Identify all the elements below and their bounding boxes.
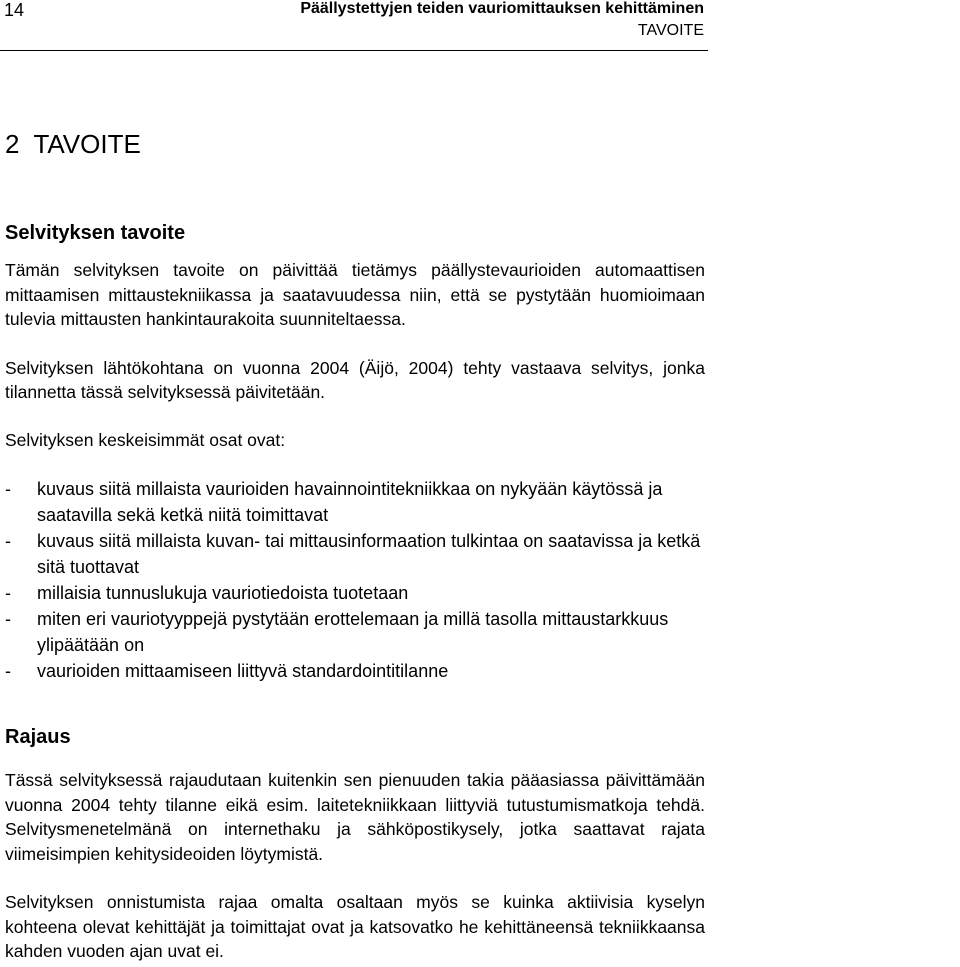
list-marker: - — [5, 583, 11, 603]
paragraph-scope: Tässä selvityksessä rajaudutaan kuitenkin sen pienuuden takia pääasiassa päivittämään vuonna 2004 tehty tilanne eikä esim. laitetekniikkaan liittyviä tutustumismatkoja tehdä. Selvitysmenetelmänä on internethaku ja sähköpostikysely, jotka saattavat rajata viimeisimpien kehitysideoiden löytymistä. — [5, 770, 705, 864]
list-marker: - — [5, 531, 11, 551]
list-item: - kuvaus siitä millaista kuvan- tai mittausinformaation tulkintaa on saatavissa ja ketkä sitä tuottavat — [5, 528, 705, 580]
paragraph-starting-point: Selvityksen lähtökohtana on vuonna 2004 (Äijö, 2004) tehty vastaava selvitys, jonka tilannetta tässä selvityksessä päivitetään. — [5, 357, 705, 402]
section-heading-objective: Selvityksen tavoite — [5, 222, 186, 244]
paragraph-objective: Tämän selvityksen tavoite on päivittää tietämys päällystevaurioiden automaattisen mittaamisen mittaustekniikassa ja saatavuudessa niin, että se pystytään huomioimaan tulevia mittausten hankintaurakoita suunniteltaessa. — [5, 260, 705, 329]
key-parts-list — [5, 476, 705, 684]
running-section: TAVOITE — [637, 22, 704, 39]
document-body — [5, 128, 705, 964]
list-marker: - — [5, 609, 11, 629]
list-item: - kuvaus siitä millaista vaurioiden havainnointitekniikkaa on nykyään käytössä ja saatavilla sekä ketkä niitä toimittavat — [5, 476, 705, 528]
page-header — [0, 0, 708, 51]
list-marker: - — [5, 479, 11, 499]
list-item: - miten eri vauriotyyppejä pystytään erottelemaan ja millä tasolla mittaustarkkuus ylipäätään on — [5, 606, 705, 658]
page-number: 14 — [4, 0, 25, 20]
list-marker: - — [5, 661, 11, 681]
paragraph-scope-limits: Selvityksen onnistumista rajaa omalta osaltaan myös se kuinka aktiivisia kyselyn kohteena olevat kehittäjät ja toimittajat ovat ja katsovatko he kehittäneensä tekniikkaansa kahden vuoden ajan uvat ei. — [5, 892, 705, 961]
list-intro: Selvityksen keskeisimmät osat ovat: — [5, 429, 286, 450]
section-heading-scope: Rajaus — [5, 726, 71, 748]
list-item: - millaisia tunnuslukuja vauriotiedoista tuotetaan — [5, 580, 705, 606]
chapter-heading: 2 TAVOITE — [5, 129, 141, 159]
running-title: Päällystettyjen teiden vauriomittauksen kehittäminen — [300, 0, 704, 17]
list-item: - vaurioiden mittaamiseen liittyvä standardointitilanne — [5, 658, 705, 684]
